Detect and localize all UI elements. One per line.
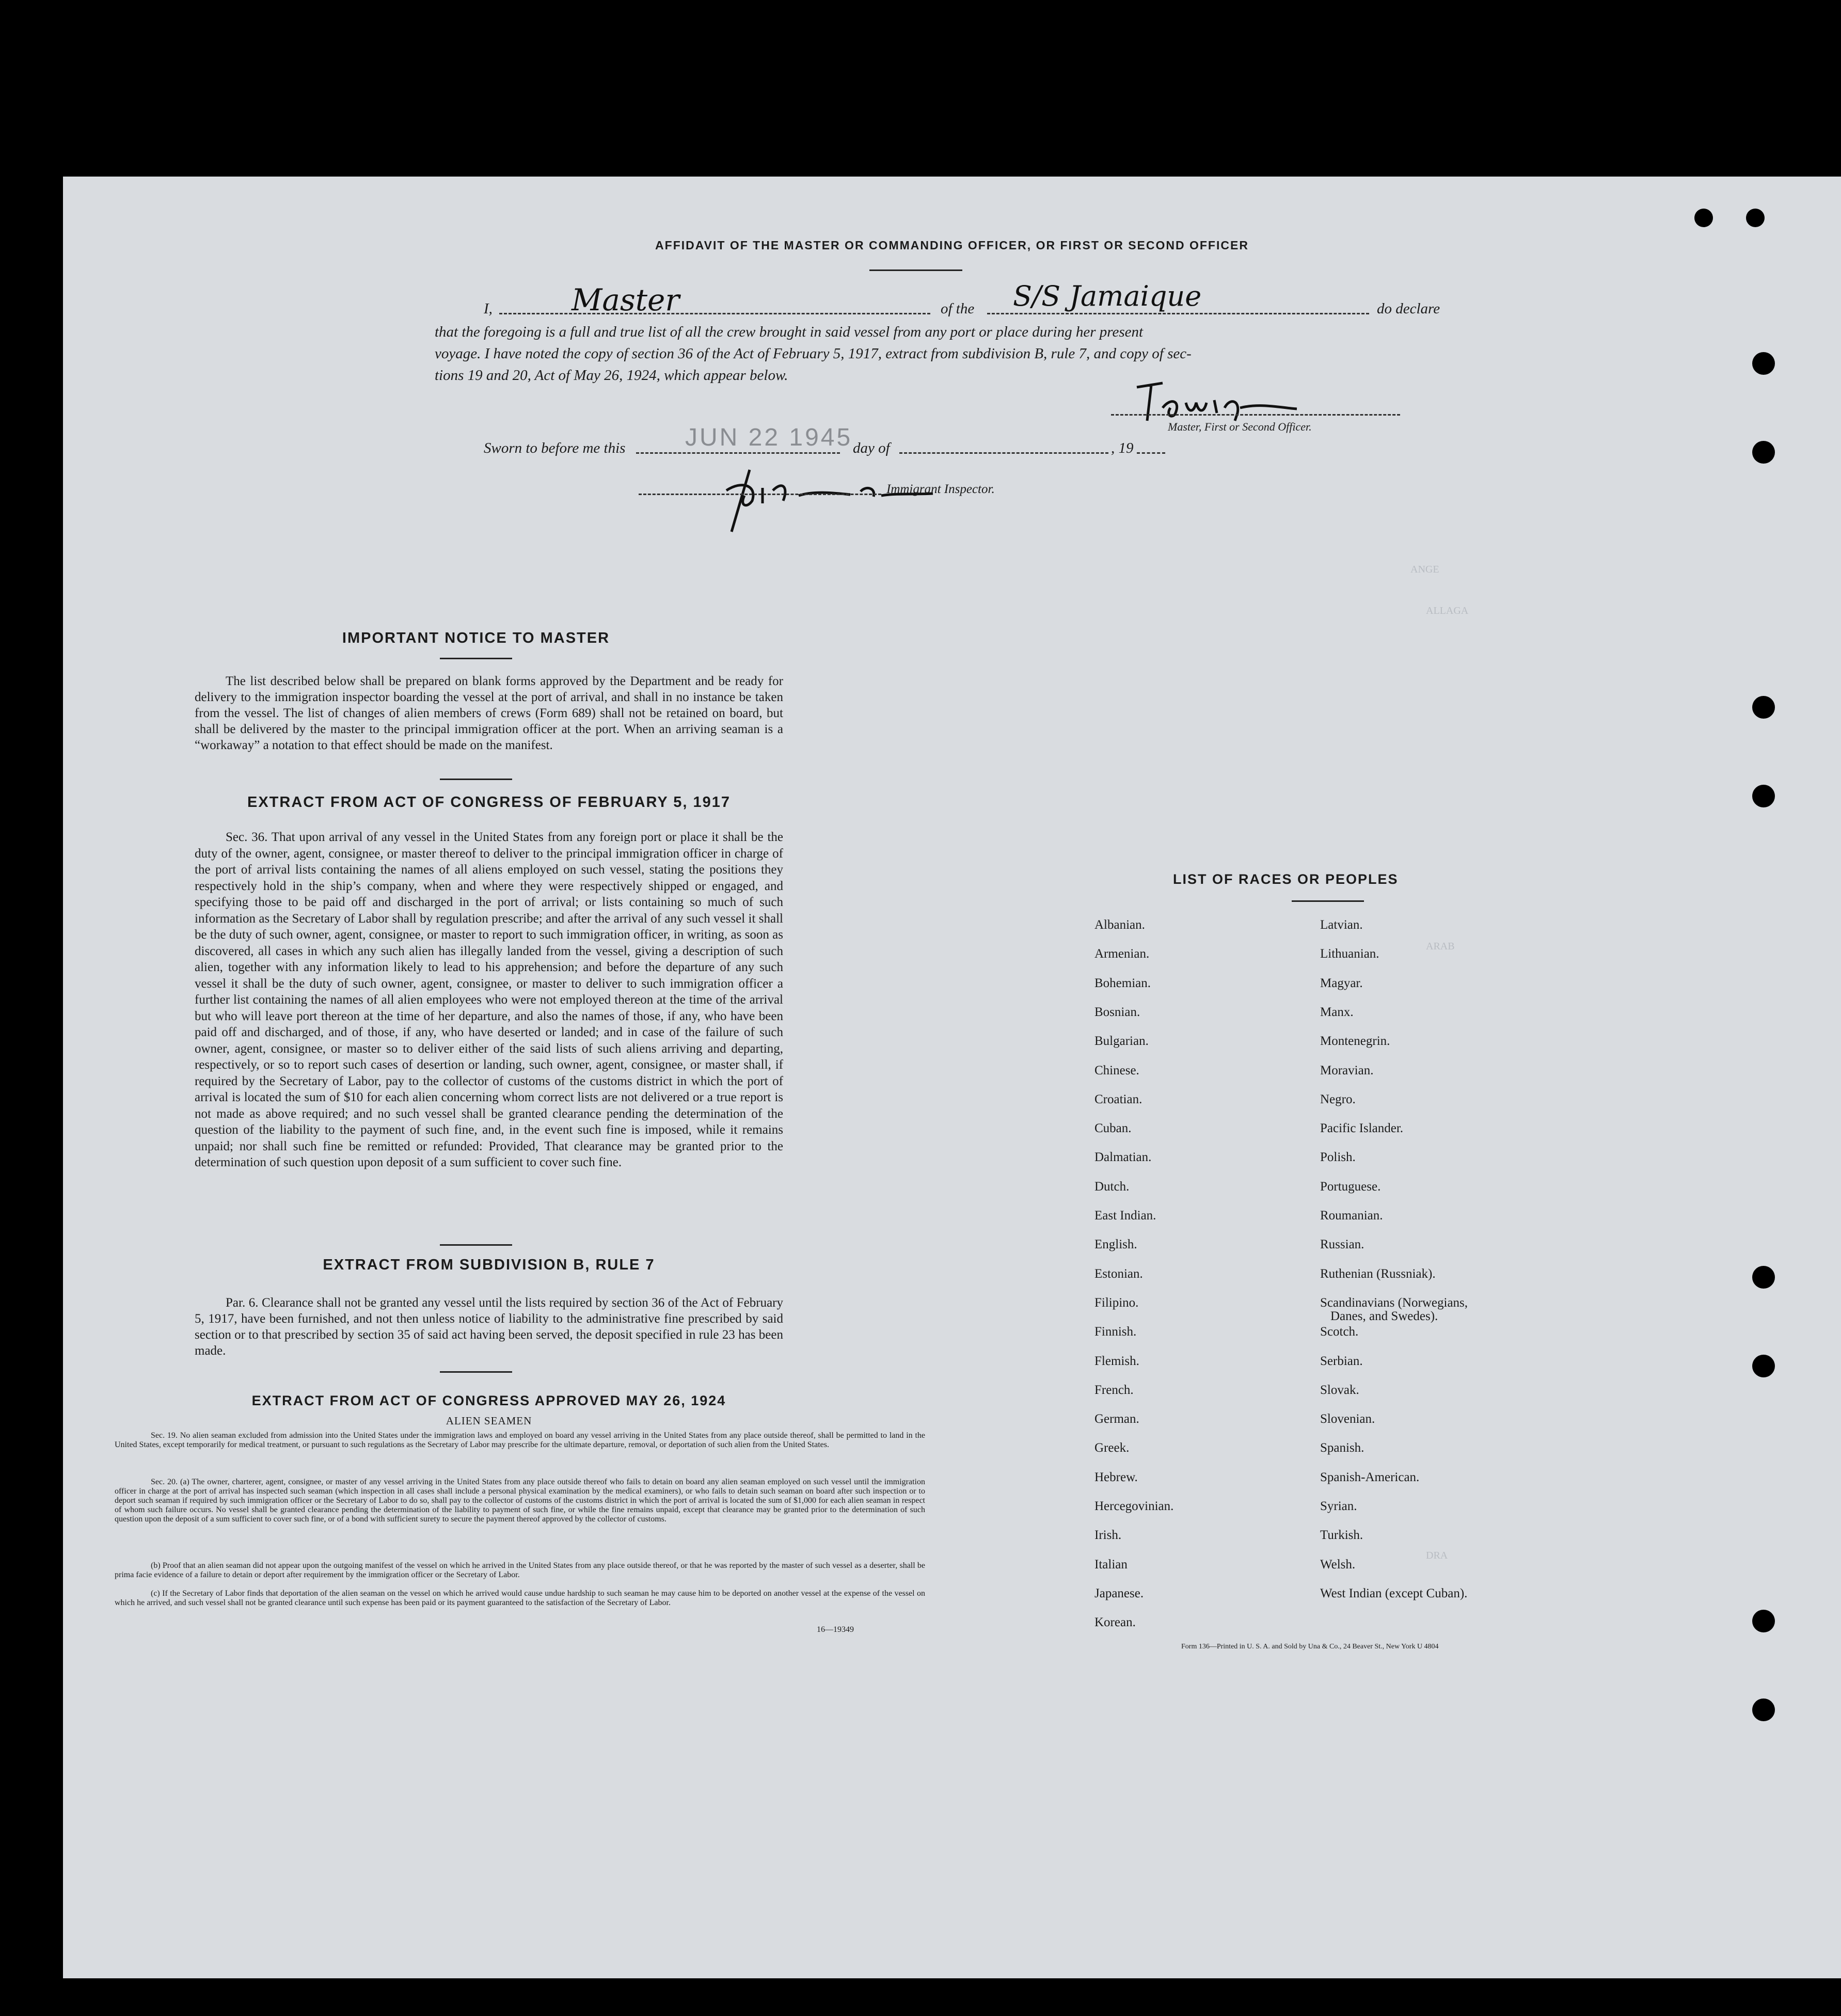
race-item: Armenian. — [1094, 947, 1150, 961]
date-stamp: JUN 22 1945 — [685, 424, 853, 451]
sec-19-text: Sec. 19. No alien seaman excluded from admission into the United States under the immigration laws and employed on board any vessel arriving in the United States from any place outside thereof, shall be permitted to land in the United States, except temporarily for medical treatment, or pursuant to such regulations as the Secretary of Labor may prescribe for the ultimate departure, removal, or deportation of such alien from the United States. — [115, 1431, 925, 1449]
races-divider — [1292, 900, 1364, 902]
punch-hole — [1752, 352, 1775, 375]
punch-hole — [1694, 209, 1713, 227]
race-item: Flemish. — [1094, 1354, 1139, 1368]
affidavit-i-label: I, — [484, 300, 493, 317]
race-item: Lithuanian. — [1320, 947, 1379, 961]
sworn-label: Sworn to before me this — [484, 440, 626, 456]
race-item: Montenegrin. — [1320, 1034, 1390, 1049]
race-item: Danes, and Swedes). — [1330, 1309, 1438, 1323]
inspector-caption: Immigrant Inspector. — [886, 482, 995, 496]
alien-seamen-subheading: ALIEN SEAMEN — [446, 1415, 532, 1427]
inspector-signature-line — [639, 494, 881, 495]
month-field-line — [899, 452, 1108, 454]
race-item: Roumanian. — [1320, 1209, 1383, 1223]
race-item: Russian. — [1320, 1237, 1364, 1252]
bleed-through-mark: ARAB — [1426, 941, 1455, 952]
race-item: Korean. — [1094, 1615, 1136, 1630]
race-item: Scandinavians (Norwegians, — [1320, 1295, 1468, 1310]
race-item: Slovak. — [1320, 1383, 1359, 1397]
do-declare-label: do declare — [1377, 300, 1440, 317]
race-item: Albanian. — [1094, 918, 1145, 932]
race-item: Serbian. — [1320, 1354, 1363, 1368]
race-item: Croatian. — [1094, 1092, 1142, 1106]
punch-hole — [1752, 696, 1775, 719]
officer-signature-line — [1111, 414, 1400, 416]
sec-20a-text: Sec. 20. (a) The owner, charterer, agent, consignee, or master of any vessel arriving in the United States from any place outside thereof who fails to detain on board any alien seaman employed on such vessel until the immigration officer in charge at the port of arrival has inspected such seaman (which inspection in all cases shall include a personal physical examination by the medical examiners), or who fails to detain such seaman on board after such inspection or to deport such seaman if required by such immigration officer or the Secretary of Labor to do so, shall pay to the collector of customs of the customs district in which the port of arrival is located the sum of $1,000 for each alien seaman in respect of whom such failure occurs. No vessel shall be granted clearance pending the determination of the liability to payment of such fine, or while the fine remains unpaid, except that clearance may be granted prior to the determination of such question upon the deposit of a sum sufficient to cover such fine, or of a bond with sufficient surety to secure the payment thereof approved by the collector of customs. — [115, 1478, 925, 1523]
race-item: Cuban. — [1094, 1121, 1132, 1136]
sec-20c-text: (c) If the Secretary of Labor finds that deportation of the alien seaman on the vessel on which he arrived would cause undue hardship to such seaman he may cause him to be deported on another vessel at the expense of the vessel on which he arrived, and such vessel shall not be granted clearance until such expense has been paid or its payment guaranteed to the satisfaction of the Secretary of Labor. — [115, 1589, 925, 1607]
affidavit-line-3: voyage. I have noted the copy of section 36 of the Act of February 5, 1917, extract from subdivision B, rule 7, and copy of sec- — [435, 345, 1192, 362]
vessel-name-handwritten[interactable]: S/S Jamaique — [1013, 280, 1202, 312]
race-item: Scotch. — [1320, 1325, 1359, 1339]
race-item: Latvian. — [1320, 918, 1363, 932]
section-divider — [440, 779, 512, 780]
extract-1917-body: Sec. 36. That upon arrival of any vessel in the United States from any foreign port or place it shall be the duty of the owner, agent, consignee, or master thereof to deliver to the principal immigration officer in charge of the port of arrival lists containing the names of all aliens employed on such vessel, stating the positions they respectively hold in the ship’s company, when and where they were respectively shipped or engaged, and specifying those to be paid off and discharged in the port of arrival; or lists containing so much of such information as the Secretary of Labor shall by regulation prescribe; and after the arrival of any such vessel it shall be the duty of such owner, agent, consignee, or master to report to such immigration officer, in writing, as soon as discovered, all cases in which any such alien has illegally landed from the vessel, giving a description of such alien, together with any information likely to lead to his apprehension; and before the departure of any such vessel it shall be the duty of such owner, agent, consignee, or master to deliver to such immigration officer a further list containing the names of all alien employees who were not employed thereon at the time of the arrival but who will leave port thereon at the time of her departure, and also the names of those, if any, who have been paid off and discharged, and of those, if any, who have deserted or landed; and in case of the failure of such owner, agent, consignee, or master so to deliver either of the said lists of such aliens arriving and departing, respectively, or so to report such cases of desertion or landing, such owner, agent, consignee, or master shall, if required by the Secretary of Labor, pay to the collector of customs of the customs district in which the port of arrival is located the sum of $10 for each alien concerning whom correct lists are not delivered or a true report is not made as above required; and no such vessel shall be granted clearance pending the determination of the question of the liability to the payment of such fine, and, in the event such fine is imposed, while it remains unpaid; nor shall such fine be remitted or refunded: Provided, That clearance may be granted prior to the determination of such question upon deposit of a sum sufficient to cover such fine. — [195, 830, 783, 1169]
notice-body: The list described below shall be prepared on blank forms approved by the Department and be ready for delivery to the immigration inspector boarding the vessel at the port of arrival, and shall in no instance be taken from the vessel. The list of changes of alien members of crews (Form 689) shall not be retained on board, but shall be delivered by the master to the principal immigration officer at the port. When an arriving seaman is a “workaway” a notation to that effect should be made on the manifest. — [195, 674, 783, 752]
rule7-heading: EXTRACT FROM SUBDIVISION B, RULE 7 — [323, 1257, 655, 1273]
race-item: Chinese. — [1094, 1063, 1139, 1077]
race-item: Bulgarian. — [1094, 1034, 1149, 1049]
rule7-body: Par. 6. Clearance shall not be granted any vessel until the lists required by section 36 of the Act of February 5, 1917, have been furnished, and not then unless notice of liability to the administrative fine prescribed by said section or to that prescribed by section 35 of said act having been served, the deposit specified in rule 23 has been made. — [195, 1296, 783, 1358]
day-of-label: day of — [853, 440, 890, 456]
vessel-field-line — [987, 313, 1369, 314]
master-name-handwritten[interactable]: Master — [572, 282, 680, 318]
notice-heading: IMPORTANT NOTICE TO MASTER — [342, 630, 610, 646]
affidavit-title: AFFIDAVIT OF THE MASTER OR COMMANDING OFFICER, OR FIRST OR SECOND OFFICER — [655, 239, 1249, 252]
section-divider — [440, 1244, 512, 1246]
extract-1917-heading: EXTRACT FROM ACT OF CONGRESS OF FEBRUARY 5, 1917 — [247, 794, 731, 811]
race-item: Irish. — [1094, 1528, 1122, 1543]
race-item: Spanish-American. — [1320, 1470, 1420, 1484]
extract-1924-heading: EXTRACT FROM ACT OF CONGRESS APPROVED MAY 26, 1924 — [251, 1393, 726, 1408]
punch-hole — [1752, 1698, 1775, 1721]
race-item: Syrian. — [1320, 1499, 1357, 1513]
officer-caption: Master, First or Second Officer. — [1168, 420, 1312, 433]
race-item: English. — [1094, 1237, 1137, 1252]
bleed-through-mark: ALLAGA — [1426, 605, 1469, 616]
sworn-date-line — [636, 452, 840, 454]
punch-hole — [1752, 441, 1775, 464]
race-item: Spanish. — [1320, 1441, 1364, 1455]
race-item: Dalmatian. — [1094, 1150, 1152, 1165]
race-item: Dutch. — [1094, 1179, 1130, 1194]
title-divider — [869, 269, 962, 271]
races-heading: LIST OF RACES OR PEOPLES — [1173, 871, 1399, 887]
race-item: Bosnian. — [1094, 1005, 1140, 1019]
bleed-through-mark: ANGE — [1410, 564, 1439, 575]
race-item: Magyar. — [1320, 976, 1363, 990]
sec-20b-text: (b) Proof that an alien seaman did not appear upon the outgoing manifest of the vessel on which he arrived in the United States from any place outside thereof, or that he was reported by the master of such vessel as a deserter, shall be prima facie evidence of a failure to detain or deport after requirement by the immigration officer or the Secretary of Labor. — [115, 1561, 925, 1579]
notice-divider — [440, 658, 512, 659]
race-item: Hercegovinian. — [1094, 1499, 1174, 1513]
race-item: Finnish. — [1094, 1325, 1137, 1339]
punch-hole — [1746, 209, 1765, 227]
race-item: Estonian. — [1094, 1266, 1143, 1281]
race-item: Portuguese. — [1320, 1179, 1381, 1194]
punch-hole — [1752, 1610, 1775, 1632]
race-item: Slovenian. — [1320, 1412, 1375, 1426]
form-number: 16—19349 — [817, 1625, 854, 1634]
race-item: Japanese. — [1094, 1586, 1144, 1600]
race-item: Manx. — [1320, 1005, 1354, 1019]
race-item: Welsh. — [1320, 1557, 1356, 1571]
race-item: Moravian. — [1320, 1063, 1374, 1077]
document-page — [63, 177, 1841, 1978]
race-item: Pacific Islander. — [1320, 1121, 1404, 1136]
year-prefix: , 19 — [1111, 440, 1134, 456]
race-item: East Indian. — [1094, 1209, 1156, 1223]
inspector-signature — [711, 459, 959, 537]
race-item: Italian — [1094, 1557, 1128, 1571]
affidavit-line-2: that the foregoing is a full and true list of all the crew brought in said vessel from any port or place during her present — [435, 324, 1144, 340]
race-item: Bohemian. — [1094, 976, 1151, 990]
of-the-label: of the — [941, 300, 975, 317]
section-divider — [440, 1371, 512, 1373]
race-item: Greek. — [1094, 1441, 1130, 1455]
punch-hole — [1752, 1266, 1775, 1289]
race-item: Ruthenian (Russniak). — [1320, 1266, 1436, 1281]
race-item: Hebrew. — [1094, 1470, 1138, 1484]
race-item: Turkish. — [1320, 1528, 1363, 1543]
race-item: Negro. — [1320, 1092, 1356, 1106]
race-item: Filipino. — [1094, 1295, 1139, 1310]
race-item: French. — [1094, 1383, 1134, 1397]
master-field-line — [499, 313, 930, 314]
race-item: German. — [1094, 1412, 1139, 1426]
bleed-through-mark: DRA — [1426, 1550, 1448, 1561]
affidavit-line-4: tions 19 and 20, Act of May 26, 1924, which appear below. — [435, 367, 788, 384]
punch-hole — [1752, 785, 1775, 807]
race-item: Polish. — [1320, 1150, 1356, 1165]
year-field-line — [1137, 452, 1165, 454]
punch-hole — [1752, 1355, 1775, 1377]
race-item: West Indian (except Cuban). — [1320, 1586, 1468, 1600]
printer-imprint: Form 136—Printed in U. S. A. and Sold by Una & Co., 24 Beaver St., New York U 4804 — [1181, 1643, 1439, 1650]
